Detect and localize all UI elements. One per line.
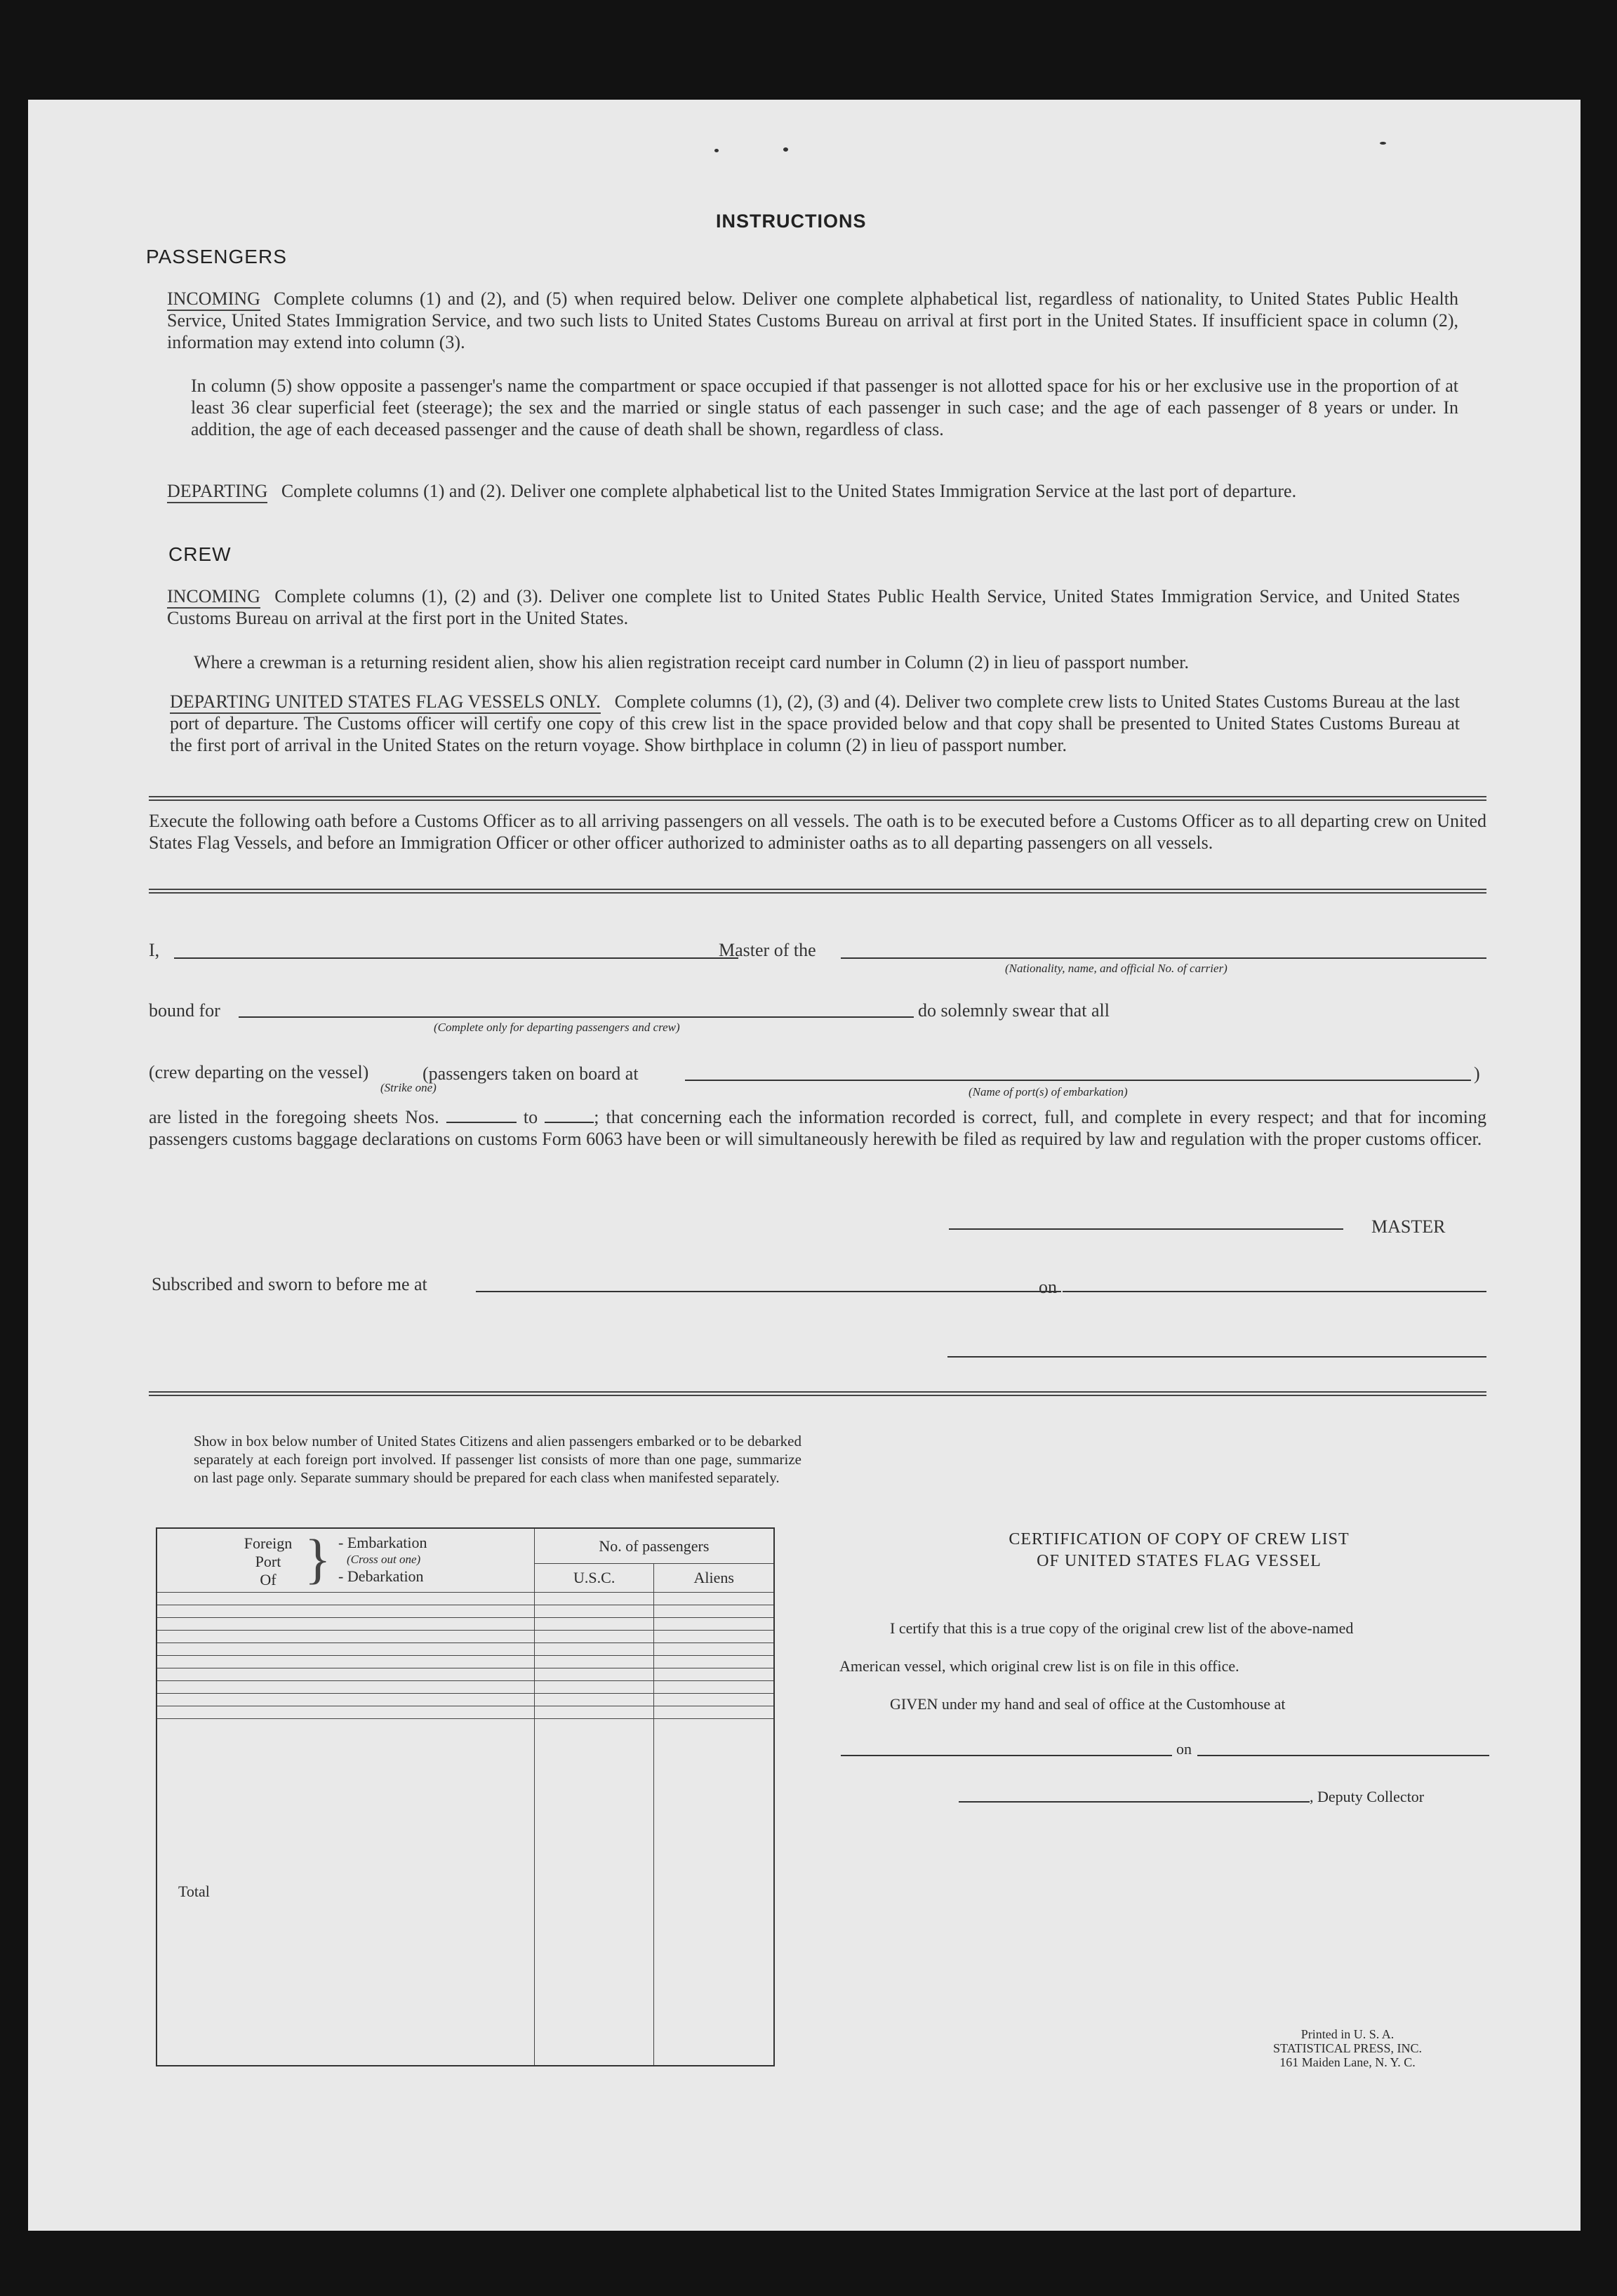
passengers-incoming-paragraph [167, 288, 1458, 353]
summary-table [156, 1527, 775, 2066]
crew-incoming-paragraph [167, 585, 1460, 629]
certification-text-2: American vessel, which original crew list is on file in this office. [839, 1657, 1239, 1675]
listed-paragraph [149, 1106, 1486, 1150]
crew-incoming-text: Complete columns (1), (2) and (3). Deliver one complete list to United States Public Health Service, United States Immigration Service, and United States Customs Bureau on arrival at the first port in the United States. [167, 586, 1460, 628]
table-row [157, 1605, 774, 1617]
usc-cell[interactable] [534, 1593, 654, 1605]
port-cell[interactable] [157, 1668, 534, 1680]
passengers-departing-text: Complete columns (1) and (2). Deliver one complete alphabetical list to the United States Immigration Service at the last port of departure. [281, 481, 1297, 501]
port-note: (Name of port(s) of embarkation) [969, 1085, 1128, 1099]
listed-to: to [523, 1107, 538, 1127]
usc-header: U.S.C. [534, 1564, 654, 1593]
crew-incoming-label: INCOMING [167, 586, 260, 609]
aliens-cell[interactable] [654, 1693, 774, 1706]
port-cell[interactable] [157, 1680, 534, 1693]
usc-total-cell[interactable] [534, 1718, 654, 2066]
deputy-collector-label: , Deputy Collector [1310, 1788, 1425, 1805]
port-cell[interactable] [157, 1693, 534, 1706]
bound-for-label: bound for [149, 1000, 220, 1021]
double-rule [149, 889, 1486, 894]
sheet-to-field[interactable] [545, 1122, 594, 1123]
aliens-total-cell[interactable] [654, 1718, 774, 2066]
certification-text-3: GIVEN under my hand and seal of office at the Customhouse at [890, 1695, 1286, 1713]
form-page [28, 100, 1581, 2231]
passengers-incoming-text: Complete columns (1) and (2), and (5) when required below. Deliver one complete alphabetical list, regardless of nationality, to United States Public Health Service, United States Immigration Service, and two such lists to United States Customs Bureau on arrival at first port in the United States. If insufficient space in column (2), information may extend into column (3). [167, 288, 1459, 352]
officer-signature-field[interactable] [947, 1356, 1486, 1358]
debarkation-option[interactable]: - Debarkation [338, 1567, 424, 1585]
customhouse-field[interactable] [841, 1755, 1172, 1756]
summary-instruction: Show in box below number of United States Citizens and alien passengers embarked or to be debarked separately at each foreign port involved. If passenger list consists of more than one page, summarize on last page only. Separate summary should be prepared for each class when manifested separately. [194, 1433, 801, 1486]
embarkation-port-field[interactable] [685, 1080, 1471, 1081]
usc-cell[interactable] [534, 1605, 654, 1617]
usc-cell[interactable] [534, 1693, 654, 1706]
port-cell[interactable] [157, 1630, 534, 1643]
passengers-incoming-label: INCOMING [167, 288, 260, 311]
print-speck [783, 147, 788, 152]
port-header-line: Of [260, 1571, 277, 1588]
column5-paragraph: In column (5) show opposite a passenger's name the compartment or space occupied if that passenger is not allotted space for his or her exclusive use in the proportion of at least 36 clear superficial feet (steerage); the sex and the married or single status of each passenger in such case; and the age of each passenger of 8 years or under. In addition, the age of each deceased passenger and the cause of death shall be shown, regardless of class. [191, 376, 1458, 439]
passengers-taken-option[interactable]: (passengers taken on board at [422, 1063, 639, 1084]
table-row [157, 1680, 774, 1693]
embarkation-option[interactable]: - Embarkation [338, 1534, 427, 1551]
crew-departing-paragraph [170, 691, 1460, 756]
usc-cell[interactable] [534, 1617, 654, 1630]
aliens-cell[interactable] [654, 1605, 774, 1617]
listed-text-a: are listed in the foregoing sheets Nos. [149, 1107, 439, 1127]
oath-i-label: I, [149, 940, 160, 960]
aliens-cell[interactable] [654, 1680, 774, 1693]
port-header-line: Foreign [244, 1534, 293, 1552]
aliens-cell[interactable] [654, 1706, 774, 1718]
crew-heading: CREW [168, 543, 232, 565]
usc-cell[interactable] [534, 1643, 654, 1655]
carrier-note: (Nationality, name, and official No. of carrier) [1005, 962, 1227, 975]
passengers-heading: PASSENGERS [146, 246, 287, 267]
master-name-field[interactable] [174, 957, 738, 959]
bound-for-field[interactable] [239, 1016, 914, 1018]
departing-note: (Complete only for departing passengers and crew) [434, 1021, 680, 1034]
table-row [157, 1643, 774, 1655]
double-rule [149, 796, 1486, 801]
usc-cell[interactable] [534, 1668, 654, 1680]
sworn-place-field[interactable] [476, 1291, 1061, 1292]
aliens-cell[interactable] [654, 1643, 774, 1655]
crew-departing-option[interactable]: (crew departing on the vessel) [149, 1062, 369, 1082]
usc-cell[interactable] [534, 1680, 654, 1693]
total-label: Total [157, 1718, 534, 2066]
subscribed-label: Subscribed and sworn to before me at [152, 1274, 427, 1294]
usc-cell[interactable] [534, 1706, 654, 1718]
certification-date-field[interactable] [1197, 1755, 1489, 1756]
total-row [157, 1718, 774, 2066]
printer-imprint [1221, 2027, 1474, 2069]
table-row [157, 1630, 774, 1643]
certification-text-1: I certify that this is a true copy of the original crew list of the above-named [890, 1619, 1354, 1637]
usc-cell[interactable] [534, 1655, 654, 1668]
oath-instruction: Execute the following oath before a Customs Officer as to all arriving passengers on all vessels. The oath is to be executed before a Customs Officer as to all departing crew on United States Flag Vessels, and before an Immigration Officer or other officer authorized to administer oaths as to all departing passengers on all vessels. [149, 811, 1486, 853]
printer-line: Printed in U. S. A. [1300, 2027, 1395, 2041]
certification-heading-line: OF UNITED STATES FLAG VESSEL [1037, 1552, 1322, 1570]
certification-heading-line: CERTIFICATION OF COPY OF CREW LIST [1009, 1530, 1350, 1548]
port-cell[interactable] [157, 1655, 534, 1668]
usc-cell[interactable] [534, 1630, 654, 1643]
certification-on-label: on [1176, 1740, 1192, 1758]
brace-icon: } [305, 1528, 331, 1589]
table-row [157, 1593, 774, 1605]
table-row [157, 1668, 774, 1680]
port-header-line: Port [255, 1553, 281, 1570]
port-cell[interactable] [157, 1593, 534, 1605]
embark-options [338, 1534, 427, 1585]
aliens-header: Aliens [654, 1564, 774, 1593]
crew-departing-label: DEPARTING UNITED STATES FLAG VESSELS ONLY. [170, 691, 601, 714]
table-row [157, 1617, 774, 1630]
strike-one-note: (Strike one) [380, 1081, 437, 1094]
sworn-date-field[interactable] [1063, 1291, 1486, 1292]
table-row [157, 1655, 774, 1668]
aliens-cell[interactable] [654, 1655, 774, 1668]
passengers-departing-paragraph [167, 480, 1458, 502]
printer-line: 161 Maiden Lane, N. Y. C. [1279, 2055, 1416, 2069]
printer-line: STATISTICAL PRESS, INC. [1273, 2041, 1422, 2055]
aliens-cell[interactable] [654, 1668, 774, 1680]
certification-heading [856, 1529, 1502, 1572]
page-title: INSTRUCTIONS [716, 211, 867, 232]
port-cell[interactable] [157, 1605, 534, 1617]
table-row [157, 1693, 774, 1706]
aliens-cell[interactable] [654, 1617, 774, 1630]
port-header-cell [157, 1528, 534, 1593]
crew-resident-paragraph: Where a crewman is a returning resident alien, show his alien registration receipt card number in Column (2) in lieu of passport number. [194, 652, 1190, 672]
port-header [236, 1534, 300, 1589]
sheet-from-field[interactable] [446, 1122, 517, 1123]
double-rule [149, 1391, 1486, 1396]
print-speck [1380, 142, 1386, 145]
port-cell[interactable] [157, 1706, 534, 1718]
passengers-departing-label: DEPARTING [167, 481, 267, 503]
crew-departing-text: Complete columns (1), (2), (3) and (4). Deliver two complete crew lists to United States Customs Bureau at the last port of departure. The Customs officer will certify one copy of this crew list in the space provided below and that copy shall be presented to United States Customs Bureau at the first port of arrival in the United States on the return voyage. Show birthplace in column (2) in lieu of passport number. [170, 691, 1460, 755]
aliens-cell[interactable] [654, 1593, 774, 1605]
master-label: MASTER [1371, 1216, 1446, 1237]
close-paren: ) [1474, 1063, 1480, 1084]
aliens-cell[interactable] [654, 1630, 774, 1643]
port-cell[interactable] [157, 1617, 534, 1630]
deputy-signature-field[interactable] [959, 1801, 1310, 1803]
sworn-on-label: on [1039, 1277, 1057, 1297]
carrier-field[interactable] [841, 957, 1486, 959]
listed-text-b: ; that concerning each the information recorded is correct, full, and complete in every respect; and that for incoming passengers customs baggage declarations on customs Form 6063 have been or will simultaneously herewith be filed as required by law and regulation with the proper customs officer. [149, 1107, 1487, 1149]
cross-out-note: (Cross out one) [347, 1553, 421, 1566]
no-passengers-header: No. of passengers [534, 1528, 774, 1564]
swear-label: do solemnly swear that all [918, 1000, 1110, 1021]
table-row [157, 1706, 774, 1718]
master-signature-field[interactable] [949, 1228, 1343, 1230]
port-cell[interactable] [157, 1643, 534, 1655]
master-of-the-label: Master of the [719, 940, 816, 960]
print-speck [714, 149, 719, 152]
